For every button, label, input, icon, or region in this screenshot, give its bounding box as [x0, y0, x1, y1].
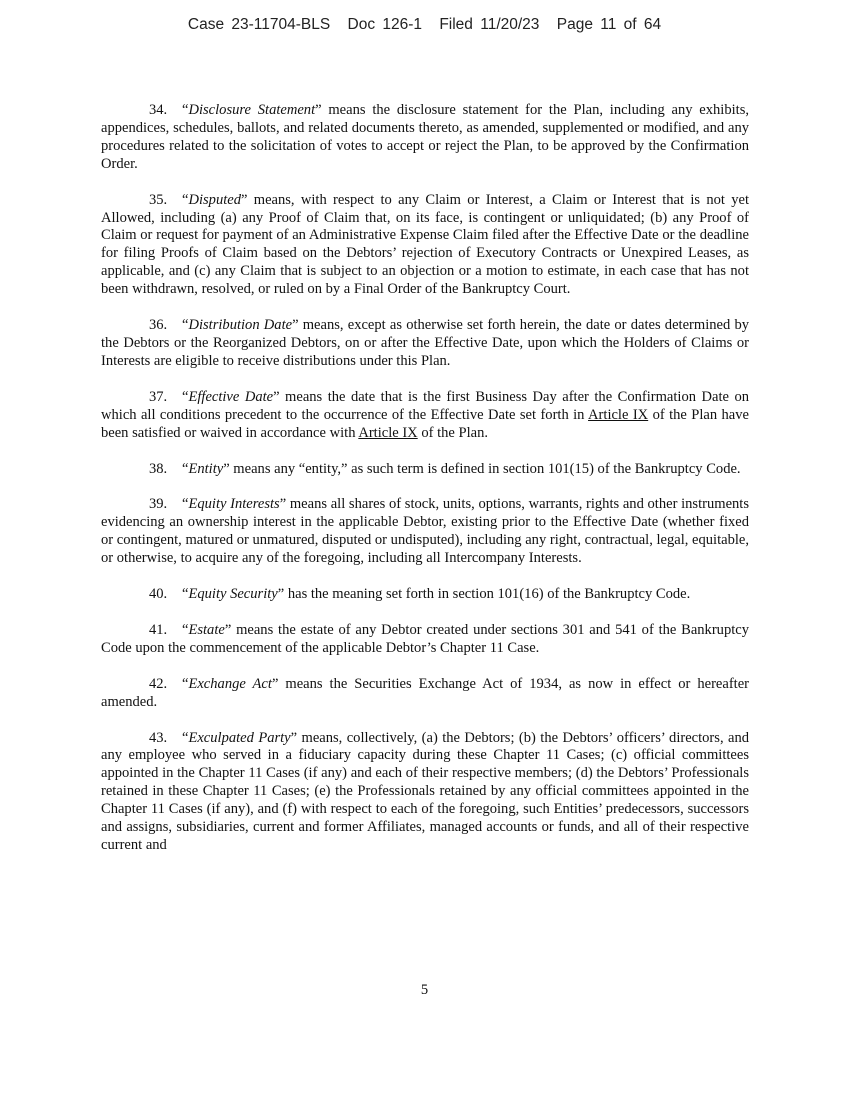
paragraph-number: 38.: [149, 460, 168, 477]
definition-text: ” means the date that is the first Business Day after the Confirmation Date on which all conditions precedent to the occurrence of the Effective Date set forth in: [101, 388, 749, 423]
doc-number: Doc 126-1: [347, 16, 423, 33]
definition-text: ” means all shares of stock, units, options, warrants, rights and other instruments evidencing an ownership interest in the applicable Debtor, existing prior to the Effective Date (whether fixed or contingent, matured or unmatured, disputed or undisputed), including any right, contractual, legal, equitable, or otherwise, to acquire any of the foregoing, including all Intercompany Interests.: [101, 496, 749, 567]
paragraph-number: 43.: [149, 729, 168, 746]
definition-paragraph: 38. “Entity” means any “entity,” as such term is defined in section 101(15) of the Bankruptcy Code.: [149, 460, 741, 477]
document-body: [101, 102, 749, 873]
paragraph-number: 37.: [149, 388, 168, 405]
definition-text: ” means the disclosure statement for the Plan, including any exhibits, appendices, schedules, ballots, and related documents thereto, as amended, supplemented or modified, and any procedures related to the solicitation of votes to accept or reject the Plan, to be approved by the Confirmation Order.: [101, 102, 749, 172]
definition-paragraph: 37. “Effective Date” means the date that is the first Business Day after the Confirmation Date on which all conditions precedent to the occurrence of the Effective Date set forth in Article IX of the Plan have been satisfied or waived in accordance with Article IX of the Plan.: [101, 388, 749, 441]
definition-text: ” means the Securities Exchange Act of 1934, as now in effect or hereafter amended.: [101, 675, 750, 710]
definition-text: ” means, with respect to any Claim or Interest, a Claim or Interest that is not yet Allowed, including (a) any Proof of Claim that, on its face, is contingent or unliquidated; (b) any Proof of Claim or request for payment of an Administrative Expense Claim filed after the Effective Date or the deadline for filing Proofs of Claim based on the Debtors’ rejection of Executory Contracts or Unexpired Leases, as applicable, and (c) any Claim that is subject to an objection or a motion to estimate, in each case that has not been withdrawn, resolved, or ruled on by a Final Order of the Bankruptcy Court.: [101, 191, 749, 298]
case-number: Case 23-11704-BLS: [187, 16, 331, 33]
definition-paragraph: 39. “Equity Interests” means all shares of stock, units, options, warrants, rights and other instruments evidencing an ownership interest in the applicable Debtor, existing prior to the Effective Date (whether fixed or contingent, matured or unmatured, disputed or undisputed), including any right, contractual, legal, equitable, or otherwise, to acquire any of the foregoing, including all Intercompany Interests.: [101, 496, 749, 567]
definition-text: ” has the meaning set forth in section 101(16) of the Bankruptcy Code.: [277, 586, 691, 603]
defined-term: Exchange Act: [188, 675, 272, 692]
page-number: 5: [420, 982, 429, 998]
definition-text: of the Plan have been satisfied or waived in accordance with: [101, 406, 749, 441]
definition-paragraph: 35. “Disputed” means, with respect to any Claim or Interest, a Claim or Interest that is not yet Allowed, including (a) any Proof of Claim that, on its face, is contingent or unliquidated; (b) any Proof of Claim or request for payment of an Administrative Expense Claim filed after the Effective Date or the deadline for filing Proofs of Claim based on the Debtors’ rejection of Executory Contracts or Unexpired Leases, as applicable, and (c) any Claim that is subject to an objection or a motion to estimate, in each case that has not been withdrawn, resolved, or ruled on by a Final Order of the Bankruptcy Court.: [101, 191, 749, 298]
paragraph-number: 40.: [149, 586, 168, 603]
defined-term: Disclosure Statement: [188, 102, 316, 118]
paragraph-number: 39.: [149, 496, 168, 513]
article-reference: Article IX: [588, 406, 649, 423]
defined-term: Estate: [188, 621, 225, 638]
definition-text: ” means, collectively, (a) the Debtors; (b) the Debtors’ officers’ directors, and any employee who served in a fiduciary capacity during these Chapter 11 Cases; (c) official committees appointed in the Chapter 11 Cases (if any) and each of their respective members; (d) the Debtors’ Professionals retained in these Chapter 11 Cases; (e) the Professionals retained by any official committees appointed in the Chapter 11 Cases (if any), and (f) with respect to each of the foregoing, such Entities’ predecessors, successors and assigns, subsidiaries, current and former Affiliates, managed accounts or funds, and all of their respective current and: [101, 729, 749, 853]
definition-paragraph: 43. “Exculpated Party” means, collectively, (a) the Debtors; (b) the Debtors’ officers’ directors, and any employee who served in a fiduciary capacity during these Chapter 11 Cases; (c) official committees appointed in the Chapter 11 Cases (if any) and each of their respective members; (d) the Debtors’ Professionals retained in these Chapter 11 Cases; (e) the Professionals retained by any official committees appointed in the Chapter 11 Cases (if any), and (f) with respect to each of the foregoing, such Entities’ predecessors, successors and assigns, subsidiaries, current and former Affiliates, managed accounts or funds, and all of their respective current and: [101, 729, 749, 853]
paragraph-number: 41.: [149, 621, 168, 638]
definition-text: ” means any “entity,” as such term is defined in section 101(15) of the Bankruptcy Code.: [223, 460, 741, 477]
defined-term: Effective Date: [188, 388, 274, 405]
definition-paragraph: 40. “Equity Security” has the meaning set forth in section 101(16) of the Bankruptcy Code.: [149, 586, 691, 603]
defined-term: Entity: [188, 460, 224, 477]
paragraph-number: 42.: [149, 675, 168, 692]
defined-term: Equity Interests: [188, 496, 280, 513]
filing-header: [0, 16, 849, 34]
definition-paragraph: 42. “Exchange Act” means the Securities Exchange Act of 1934, as now in effect or hereafter amended.: [101, 675, 750, 710]
paragraph-number: 35.: [149, 191, 168, 208]
defined-term: Exculpated Party: [188, 729, 291, 746]
definition-text: ” means, except as otherwise set forth herein, the date or dates determined by the Debtors or the Reorganized Debtors, on or after the Effective Date, upon which the Holders of Claims or Interests are eligible to receive distributions under this Plan.: [101, 317, 749, 369]
defined-term: Distribution Date: [188, 317, 293, 334]
definition-text: ” means the estate of any Debtor created under sections 301 and 541 of the Bankruptcy Code upon the commencement of the applicable Debtor’s Chapter 11 Case.: [101, 621, 749, 656]
defined-term: Disputed: [188, 191, 241, 208]
filed-date: Filed 11/20/23: [439, 16, 540, 33]
article-reference: Article IX: [358, 424, 418, 441]
paragraph-number: 34.: [149, 102, 168, 118]
definition-paragraph: 34. “Disclosure Statement” means the disclosure statement for the Plan, including any exhibits, appendices, schedules, ballots, and related documents thereto, as amended, supplemented or modified, and any procedures related to the solicitation of votes to accept or reject the Plan, to be approved by the Confirmation Order.: [101, 102, 749, 172]
definition-paragraph: 41. “Estate” means the estate of any Debtor created under sections 301 and 541 of the Bankruptcy Code upon the commencement of the applicable Debtor’s Chapter 11 Case.: [101, 621, 749, 656]
definition-paragraph: 36. “Distribution Date” means, except as otherwise set forth herein, the date or dates determined by the Debtors or the Reorganized Debtors, on or after the Effective Date, upon which the Holders of Claims or Interests are eligible to receive distributions under this Plan.: [101, 317, 749, 369]
defined-term: Equity Security: [188, 586, 278, 603]
page-of-total: Page 11 of 64: [556, 16, 662, 33]
paragraph-number: 36.: [149, 317, 168, 334]
definition-text: of the Plan.: [417, 424, 488, 441]
